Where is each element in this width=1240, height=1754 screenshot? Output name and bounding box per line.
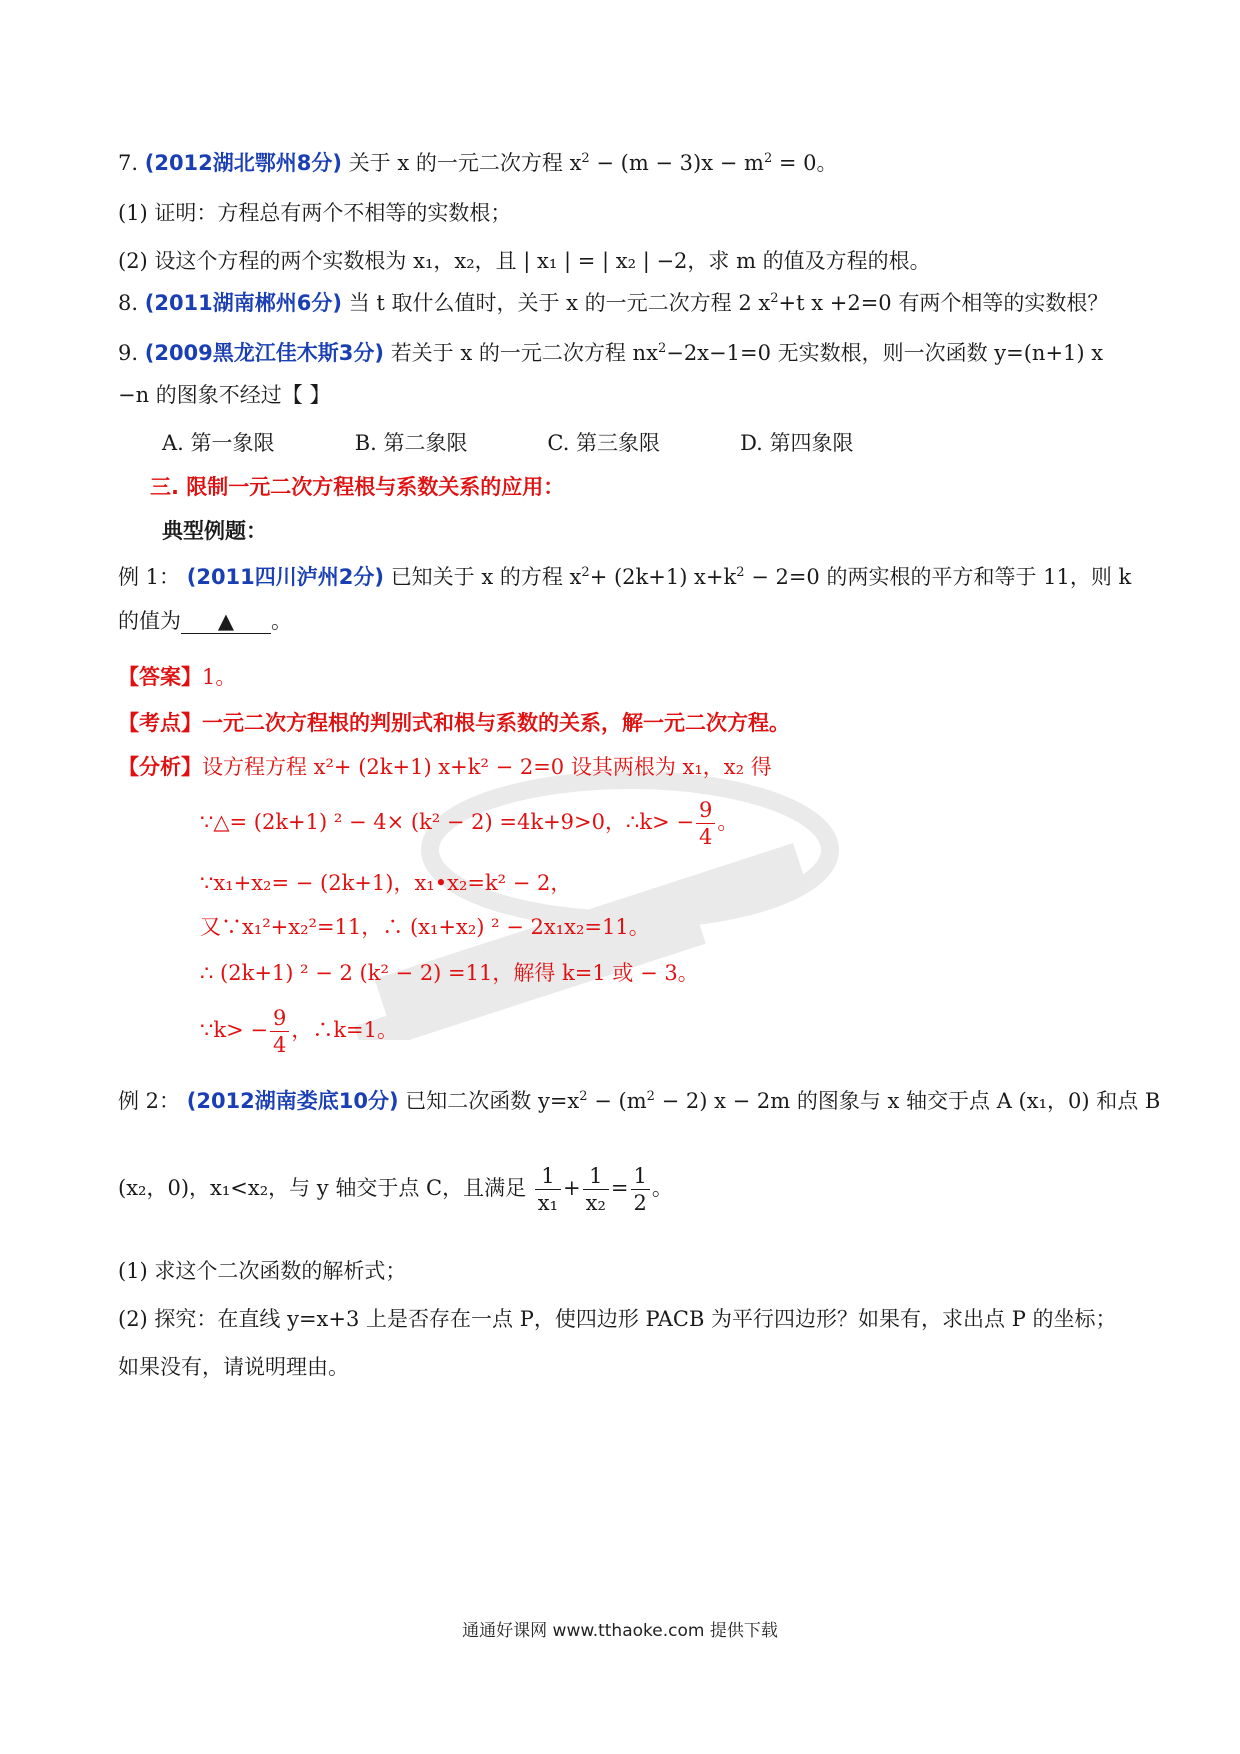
step1-pre: ∵△= (2k+1) ² − 4× (k² − 2) =4k+9>0，∴k> −: [200, 810, 694, 834]
q7-eq-exp1: 2: [581, 151, 590, 166]
ex2-line1: [118, 1086, 1160, 1116]
ex2-text-post: − 2) x − 2m 的图象与 x 轴交于点 A (x₁，0) 和点 B: [654, 1089, 1161, 1113]
ex1-step1: [200, 792, 738, 852]
q9-exp: 2: [657, 341, 667, 356]
q9-option-d: D. 第四象限: [740, 431, 854, 455]
q9-option-b: B. 第二象限: [354, 431, 468, 455]
f2-num: 1: [583, 1163, 609, 1190]
f2-den: x₂: [585, 1191, 606, 1215]
ex1-step2: ∵x₁+x₂= − (2k+1)，x₁•x₂=k² − 2，: [200, 871, 572, 895]
q8-text-pre: 当 t 取什么值时，关于 x 的一元二次方程 2 x: [348, 291, 771, 315]
ex1-source: (2011四川泸州2分): [186, 565, 384, 589]
q7-eq-pre: x: [569, 151, 582, 175]
q9-number: 9.: [118, 341, 139, 365]
ex1-label: 例 1：: [118, 565, 181, 589]
q9-text-pre: 若关于 x 的一元二次方程 nx: [390, 341, 658, 365]
point-text: 一元二次方程根的判别式和根与系数的关系，解一元二次方程。: [202, 711, 790, 735]
ex2-exp2: 2: [646, 1089, 655, 1104]
q9-option-c: C. 第三象限: [547, 431, 661, 455]
f3-den: 2: [633, 1191, 647, 1215]
ex1-line2: [118, 606, 292, 636]
q7-part2: (2) 设这个方程的两个实数根为 x₁，x₂，且 | x₁ | = | x₂ | −2，求 m 的值及方程的根。: [118, 249, 931, 273]
ex2-text-mid: − (m: [587, 1089, 647, 1113]
page-footer: 通通好课网 www.tthaoke.com 提供下载: [462, 1621, 778, 1641]
q7-eq-post: = 0。: [772, 151, 838, 175]
q7-line: [118, 148, 838, 178]
step1-den: 4: [698, 825, 713, 849]
step5-den: 4: [272, 1033, 287, 1057]
q7-eq-exp2: 2: [763, 151, 773, 166]
section3-subtitle: 典型例题：: [162, 519, 267, 543]
f3-num: 1: [631, 1163, 650, 1190]
ex1-exp1: 2: [581, 565, 590, 580]
ex2-part2b: 如果没有，请说明理由。: [118, 1355, 349, 1379]
ex2-part2: (2) 探究：在直线 y=x+3 上是否存在一点 P，使四边形 PACB 为平行四边形？如果有，求出点 P 的坐标；: [118, 1307, 1117, 1331]
analysis-tag: 【分析】: [118, 755, 202, 779]
q8-text-post: +t x +2=0 有两个相等的实数根？: [778, 291, 1109, 315]
analysis-intro: 设方程方程 x²+ (2k+1) x+k² − 2=0 设其两根为 x₁，x₂ 得: [202, 755, 772, 779]
q9-text-post: −2x−1=0 无实数根，则一次函数 y=(n+1) x: [666, 341, 1104, 365]
ex2-line2-pre: (x₂，0)，x₁<x₂，与 y 轴交于点 C，且满足: [118, 1176, 527, 1200]
step1-num: 9: [696, 797, 715, 824]
ex1-analysis-line: [118, 752, 772, 782]
step1-post: 。: [717, 810, 739, 834]
ex1-step5: [200, 1000, 398, 1060]
ex1-text-mid: + (2k+1) x+k: [589, 565, 737, 589]
ex1-text-pre: 已知关于 x 的方程 x: [390, 565, 582, 589]
answer-tag: 【答案】: [118, 665, 202, 689]
ex2-fraction-1: [535, 1163, 561, 1216]
step5-pre: ∵k> −: [200, 1018, 268, 1042]
point-tag: 【考点】: [118, 711, 202, 735]
q8-line: [118, 288, 1108, 318]
step5-fraction: [270, 1005, 289, 1058]
ex2-part1: (1) 求这个二次函数的解析式；: [118, 1259, 407, 1283]
q7-number: 7.: [118, 151, 139, 175]
ex2-source: (2012湖南娄底10分): [186, 1089, 399, 1113]
ex1-answer-blank: ▲: [181, 609, 271, 634]
ex1-step3: 又∵x₁²+x₂²=11，∴ (x₁+x₂) ² − 2x₁x₂=11。: [200, 915, 650, 939]
ex2-text-pre: 已知二次函数 y=x: [405, 1089, 580, 1113]
q7-part1: (1) 证明：方程总有两个不相等的实数根；: [118, 201, 512, 225]
step1-fraction: [696, 797, 715, 850]
ex2-label: 例 2：: [118, 1089, 181, 1113]
ex1-line1: [118, 562, 1131, 592]
ex1-line2-post: 。: [271, 609, 292, 633]
answer-text: 1。: [202, 665, 237, 689]
q9-source: (2009黑龙江佳木斯3分): [144, 341, 384, 365]
q8-source: (2011湖南郴州6分): [144, 291, 342, 315]
ex2-fraction-3: [631, 1163, 650, 1216]
q8-number: 8.: [118, 291, 139, 315]
q8-exp: 2: [770, 291, 779, 306]
step5-num: 9: [270, 1005, 289, 1032]
ex1-point-line: [118, 708, 790, 738]
q7-text: 关于 x 的一元二次方程: [348, 151, 570, 175]
ex1-line2-pre: 的值为: [118, 609, 181, 633]
q9-line2: −n 的图象不经过【 】: [118, 383, 331, 407]
ex1-answer-line: [118, 662, 236, 692]
ex1-step4: ∴ (2k+1) ² − 2 (k² − 2) =11，解得 k=1 或 − 3。: [200, 961, 699, 985]
q9-line: [118, 338, 1103, 368]
ex1-text-post: − 2=0 的两实根的平方和等于 11，则 k: [744, 565, 1132, 589]
f1-num: 1: [535, 1163, 561, 1190]
q9-options: [162, 428, 926, 458]
ex2-fraction-2: [583, 1163, 609, 1216]
q7-source: (2012湖北鄂州8分): [144, 151, 342, 175]
step5-post: ，∴k=1。: [291, 1018, 399, 1042]
ex2-line2-post: 。: [651, 1176, 673, 1200]
q9-option-a: A. 第一象限: [162, 431, 275, 455]
ex2-line2: (x₂，0)，x₁<x₂，与 y 轴交于点 C，且满足 $\frac{1}{\text{x₁}}$ + $\frac{1}{\text{x₂}}$ = $\frac{1}{2}$ 。: [118, 1164, 673, 1215]
f1-den: x₁: [537, 1191, 559, 1215]
ex2-exp1: 2: [579, 1089, 588, 1104]
section3-title: 三. 限制一元二次方程根与系数关系的应用：: [150, 475, 565, 499]
ex1-exp2: 2: [736, 565, 745, 580]
q7-eq-mid: − (m − 3)x − m: [589, 151, 764, 175]
